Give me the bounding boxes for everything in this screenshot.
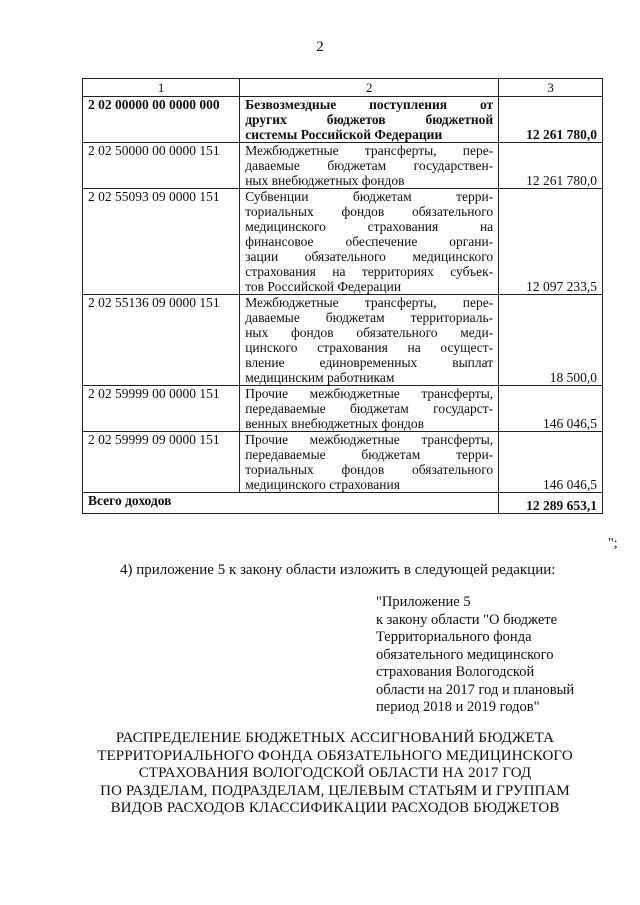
appendix-line: период 2018 и 2019 годов" (376, 699, 540, 715)
budget-code: 2 02 55136 09 0000 151 (83, 295, 240, 386)
column-header: 3 (499, 79, 603, 97)
revenue-name (240, 189, 499, 295)
revenue-name-line: Прочие межбюджетные трансферты, (245, 432, 494, 447)
revenue-name (240, 97, 499, 143)
revenue-name-line: медицинского страхования на (245, 219, 494, 234)
appendix-line: области на 2017 год и плановый (376, 681, 575, 698)
revenue-name-line: системы Российской Федерации (245, 127, 443, 142)
total-label: Всего доходов (83, 493, 499, 514)
revenue-name-line: ных внебюджетных фондов (245, 173, 405, 188)
total-row (83, 493, 603, 514)
revenue-name-line: тов Российской Федерации (245, 279, 402, 294)
table-row (83, 143, 603, 189)
revenue-name-line: передаваемые бюджетам терри- (245, 447, 494, 462)
appendix-reference (376, 594, 616, 717)
revenue-name-line: медицинским работникам (245, 370, 395, 385)
table-row (83, 295, 603, 386)
revenue-name-line: цинского страхования на осущест- (245, 340, 494, 355)
amount: 146 046,5 (499, 432, 603, 493)
appendix-line: к закону области "О бюджете (376, 611, 558, 628)
revenue-name-line: других бюджетов бюджетной (245, 112, 494, 127)
budget-code: 2 02 50000 00 0000 151 (83, 143, 240, 189)
revenue-name-line: медицинского страхования (245, 477, 400, 492)
amount: 12 097 233,5 (499, 189, 603, 295)
amount: 18 500,0 (499, 295, 603, 386)
revenue-name-line: зации обязательного медицинского (245, 249, 494, 264)
amount: 12 261 780,0 (499, 143, 603, 189)
revenue-name (240, 143, 499, 189)
budget-code: 2 02 55093 09 0000 151 (83, 189, 240, 295)
heading-line: РАСПРЕДЕЛЕНИЕ БЮДЖЕТНЫХ АССИГНОВАНИЙ БЮДЖЕТА (115, 730, 555, 746)
heading-line: ВИДОВ РАСХОДОВ КЛАССИФИКАЦИИ РАСХОДОВ БЮДЖЕТОВ (110, 800, 560, 816)
revenue-name-line: даваемые бюджетам территориаль- (245, 310, 494, 325)
revenue-name-line: ториальных фондов обязательного (245, 204, 494, 219)
revenue-name-line: Субвенции бюджетам терри- (245, 189, 494, 204)
table-header-row (83, 79, 603, 97)
amendment-item-4: 4) приложение 5 к закону области изложить в следующей редакции: (120, 562, 556, 578)
budget-code: 2 02 59999 00 0000 151 (83, 386, 240, 432)
revenue-name-line: даваемые бюджетам государствен- (245, 158, 494, 173)
revenue-name (240, 386, 499, 432)
heading-line: ТЕРРИТОРИАЛЬНОГО ФОНДА ОБЯЗАТЕЛЬНОГО МЕДИЦИНСКОГО (97, 747, 573, 764)
closing-quote: "; (608, 536, 618, 551)
revenue-name-line: Межбюджетные трансферты, пере- (245, 295, 494, 310)
amount: 12 261 780,0 (499, 97, 603, 143)
revenue-name-line: страхования на территориях субъек- (245, 264, 494, 279)
revenue-name-line: ториальных фондов обязательного (245, 462, 494, 477)
page-number: 2 (316, 39, 324, 55)
amount: 146 046,5 (499, 386, 603, 432)
revenue-name-line: Безвозмездные поступления от (245, 97, 494, 112)
table-row (83, 97, 603, 143)
appendix-line: Территориального фонда (376, 629, 532, 645)
column-header: 2 (240, 79, 499, 97)
table-row (83, 386, 603, 432)
revenue-name-line: финансовое обеспечение органи- (245, 234, 494, 249)
section-heading (70, 730, 600, 818)
heading-line: СТРАХОВАНИЯ ВОЛОГОДСКОЙ ОБЛАСТИ НА 2017 ГОД (138, 765, 532, 781)
revenue-name-line: венных внебюджетных фондов (245, 416, 425, 431)
revenue-table (82, 78, 603, 514)
revenue-name (240, 432, 499, 493)
revenue-name-line: Межбюджетные трансферты, пере- (245, 143, 494, 158)
column-header: 1 (83, 79, 240, 97)
total-amount: 12 289 653,1 (499, 493, 603, 514)
table-row (83, 432, 603, 493)
budget-code: 2 02 59999 09 0000 151 (83, 432, 240, 493)
revenue-name-line: Прочие межбюджетные трансферты, (245, 386, 494, 401)
revenue-name-line: вление единовременных выплат (245, 355, 494, 370)
revenue-name-line: передаваемые бюджетам государст- (245, 401, 494, 416)
appendix-line: страхования Вологодской (376, 664, 535, 680)
appendix-line: обязательного медицинского (376, 646, 554, 663)
table-row (83, 189, 603, 295)
appendix-line: "Приложение 5 (376, 594, 471, 610)
budget-code: 2 02 00000 00 0000 000 (83, 97, 240, 143)
heading-line: ПО РАЗДЕЛАМ, ПОДРАЗДЕЛАМ, ЦЕЛЕВЫМ СТАТЬЯМ И ГРУППАМ (100, 782, 570, 799)
revenue-name-line: ных фондов обязательного меди- (245, 325, 494, 340)
revenue-name (240, 295, 499, 386)
